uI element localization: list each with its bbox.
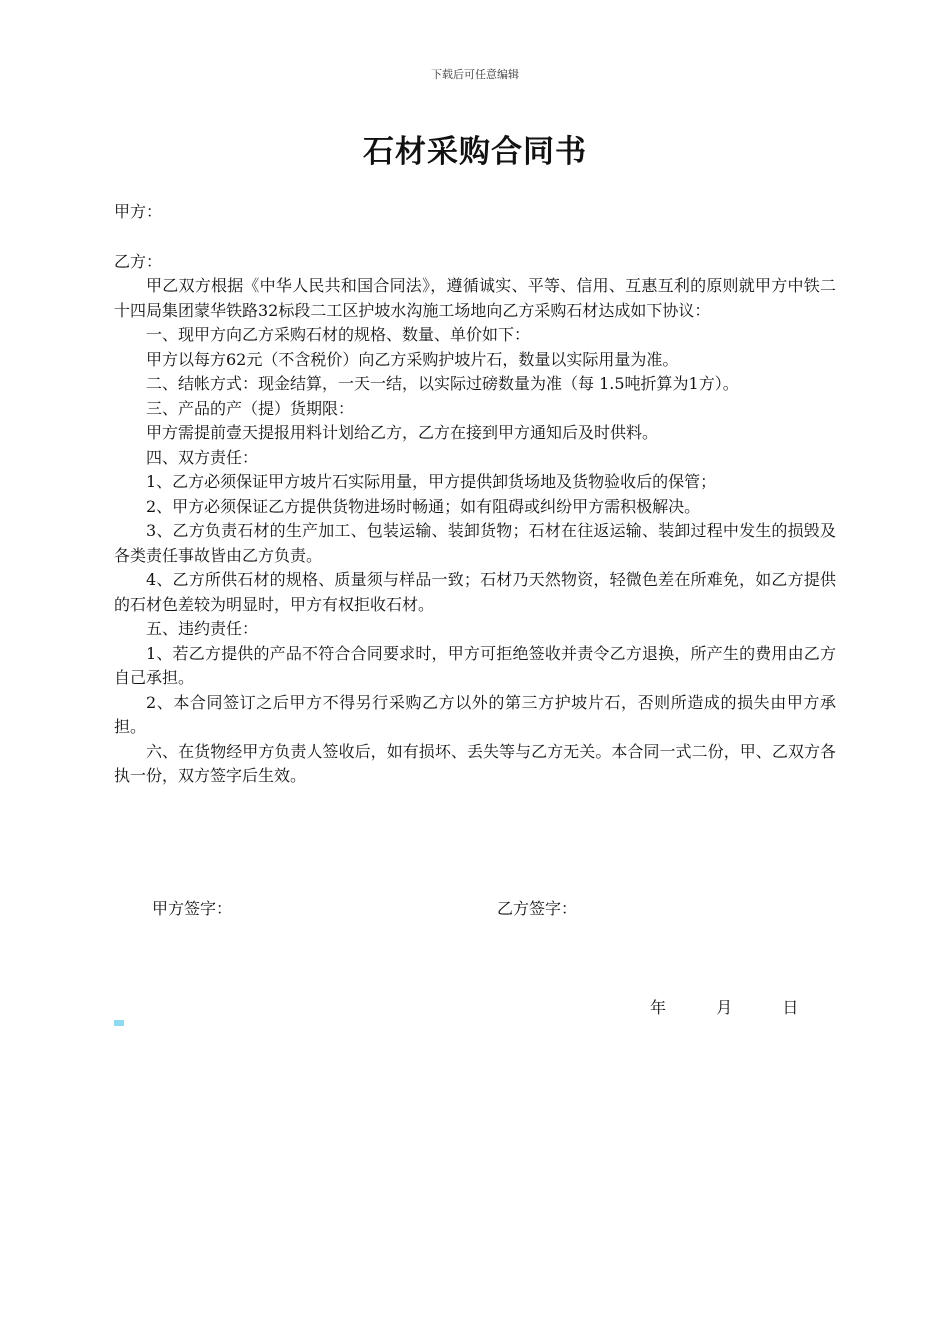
paragraph-section-3: 三、产品的产（提）货期限： xyxy=(146,398,355,418)
text-cursor-marker xyxy=(114,1020,124,1026)
paragraph-duty-3: 3、乙方负责石材的生产加工、包装运输、装卸货物；石材在往返运输、装卸过程中发生的损毁及各类责任事故皆由乙方负责。 xyxy=(114,521,836,565)
document-title: 石材采购合同书 xyxy=(363,134,587,170)
paragraph-duty-1: 1、乙方必须保证甲方坡片石实际用量，甲方提供卸货场地及货物验收后的保管； xyxy=(146,472,717,491)
paragraph-section-1: 一、现甲方向乙方采购石材的规格、数量、单价如下： xyxy=(146,325,531,344)
paragraph-delivery: 甲方需提前壹天提报用料计划给乙方，乙方在接到甲方通知后及时供料。 xyxy=(146,423,659,442)
party-b-signature-label: 乙方签字： xyxy=(497,899,578,918)
paragraph-duty-4: 4、乙方所供石材的规格、质量须与样品一致；石材乃天然物资，轻微色差在所难免，如乙方提供的石材色差较为明显时，甲方有权拒收石材。 xyxy=(114,570,836,614)
paragraph-intro: 甲乙双方根据《中华人民共和国合同法》，遵循诚实、平等、信用、互惠互利的原则就甲方中铁二十四局集团蒙华铁路32标段二工区护坡水沟施工场地向乙方采购石材达成如下协议： xyxy=(114,276,836,320)
contract-body xyxy=(114,274,836,789)
paragraph-section-4: 四、双方责任： xyxy=(146,447,259,467)
paragraph-price: 甲方以每方62元（不含税价）向乙方采购护坡片石，数量以实际用量为准。 xyxy=(146,349,679,369)
paragraph-breach-2: 2、本合同签订之后甲方不得另行采购乙方以外的第三方护坡片石，否则所造成的损失由甲方承担。 xyxy=(114,692,836,736)
date-line xyxy=(650,996,798,1020)
party-a-signature-label: 甲方签字： xyxy=(152,899,233,918)
date-month-label: 月 xyxy=(716,998,733,1017)
paragraph-section-2: 二、结帐方式：现金结算，一天一结，以实际过磅数量为准（每 1.5吨折算为1方）。 xyxy=(146,374,739,393)
party-a-label: 甲方： xyxy=(114,202,163,221)
header-note: 下载后可任意编辑 xyxy=(431,68,519,81)
paragraph-duty-2: 2、甲方必须保证乙方提供货物进场时畅通；如有阻碍或纠纷甲方需积极解决。 xyxy=(146,496,701,516)
paragraph-section-6: 六、在货物经甲方负责人签收后，如有损坏、丢失等与乙方无关。本合同一式二份，甲、乙双方各执一份，双方签字后生效。 xyxy=(114,741,836,785)
date-day-label: 日 xyxy=(782,998,799,1017)
paragraph-breach-1: 1、若乙方提供的产品不符合合同要求时，甲方可拒绝签收并责令乙方退换，所产生的费用由乙方自己承担。 xyxy=(114,643,836,687)
paragraph-section-5: 五、违约责任： xyxy=(146,619,259,638)
date-year-label: 年 xyxy=(650,998,667,1017)
party-b-label: 乙方： xyxy=(114,252,163,271)
